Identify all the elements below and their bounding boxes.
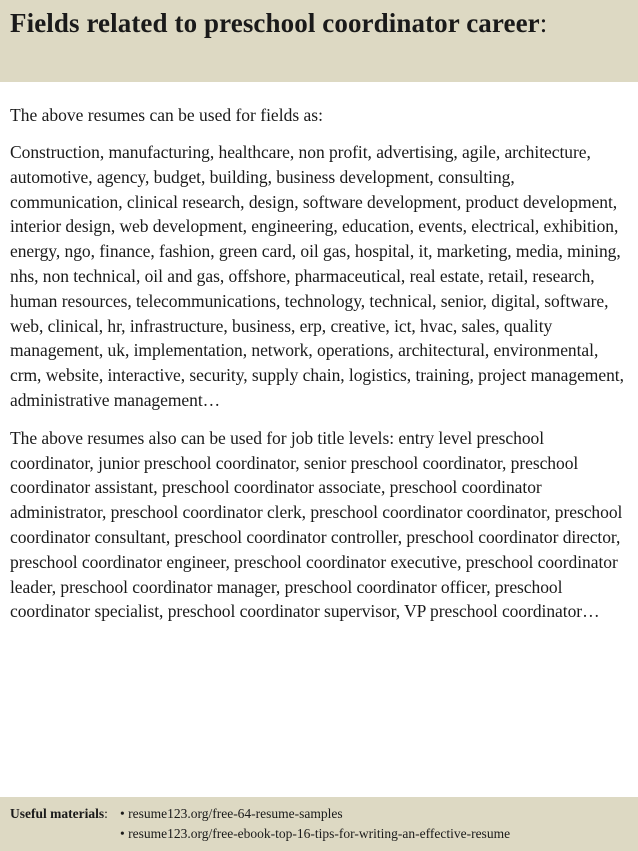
fields-list-text: Construction, manufacturing, healthcare, non profit, advertising, agile, architecture, automotive, agency, budget, building, business development, consulting, communication, clinical research, design, software development, product development, interior design, web development, engineering, education, events, electrical, exhibition, energy, ngo, finance, fashion, green card, oil gas, hospital, it, marketing, media, mining, nhs, non technical, oil and gas, offshore, pharmaceutical, real estate, retail, research, human resources, telecommunications, technology, technical, senior, digital, software, web, clinical, hr, infrastructure, business, erp, creative, ict, hvac, sales, quality management, uk, implementation, network, operations, architectural, environmental, crm, website, interactive, security, supply chain, logistics, training, project management, administrative management… <box>10 142 624 410</box>
page-title-colon: : <box>539 8 548 38</box>
footer-label <box>10 804 120 824</box>
page-title-text: Fields related to preschool coordinator career <box>10 8 540 38</box>
job-levels-text: The above resumes also can be used for job title levels: entry level preschool coordinator, junior preschool coordinator, senior preschool coordinator, preschool coordinator assistant, preschool coordinator associate, preschool coordinator administrator, preschool coordinator clerk, preschool coordinator coordinator, preschool coordinator consultant, preschool coordinator controller, preschool coordinator director, preschool coordinator engineer, preschool coordinator executive, preschool coordinator leader, preschool coordinator manager, preschool coordinator officer, preschool coordinator specialist, preschool coordinator supervisor, VP preschool coordinator… <box>10 427 623 622</box>
footer-label-spacer <box>10 824 120 844</box>
footer-label-colon: : <box>104 806 108 821</box>
resume-samples-link[interactable]: • resume123.org/free-64-resume-samples <box>120 806 343 821</box>
ebook-tips-link[interactable]: • resume123.org/free-ebook-top-16-tips-for-writing-an-effective-resume <box>120 826 511 841</box>
footer-row-2 <box>10 824 628 844</box>
title-band <box>0 0 638 82</box>
intro-text: The above resumes can be used for fields as: <box>10 105 323 125</box>
page-title <box>10 6 628 41</box>
footer-row-1 <box>10 804 628 824</box>
content <box>0 103 638 624</box>
footer-label-text: Useful materials <box>10 806 105 821</box>
footer <box>0 797 638 851</box>
